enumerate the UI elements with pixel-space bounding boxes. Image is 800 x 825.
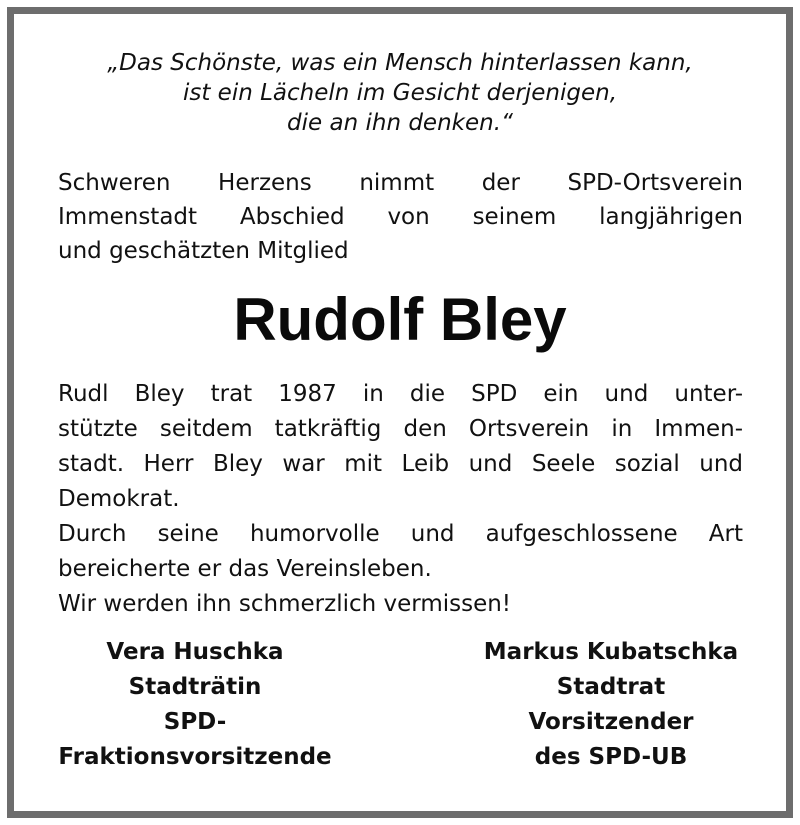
- tribute-line: Rudl Bley trat 1987 in die SPD ein und unter-: [58, 381, 743, 407]
- quote-line: die an ihn denken.“: [287, 110, 513, 136]
- intro-line: Schweren Herzens nimmt der SPD-Ortsverein: [58, 170, 743, 196]
- deceased-name: Rudolf Bley: [233, 286, 567, 353]
- signatory-name: Vera Huschka: [106, 639, 284, 665]
- quote-line: „Das Schönste, was ein Mensch hinterlassen kann,: [107, 50, 693, 76]
- quote-line: ist ein Lächeln im Gesicht derjenigen,: [182, 80, 618, 106]
- signatory-left: [45, 635, 345, 775]
- tribute-line: Demokrat.: [58, 486, 180, 512]
- intro-paragraph: [58, 166, 743, 268]
- intro-line: und geschätzten Mitglied: [58, 238, 349, 264]
- signatory-title: SPD-: [163, 709, 227, 735]
- tribute-line: stadt. Herr Bley war mit Leib und Seele sozial und: [58, 451, 743, 477]
- tribute-line: stützte seitdem tatkräftig den Ortsverein in Immen-: [58, 416, 743, 442]
- tribute-line: Wir werden ihn schmerzlich vermissen!: [58, 591, 512, 617]
- signatory-title: Fraktionsvorsitzende: [58, 744, 332, 770]
- memorial-quote: [0, 48, 800, 138]
- signatory-role: Stadträtin: [128, 674, 262, 700]
- tribute-line: bereicherte er das Vereinsleben.: [58, 556, 432, 582]
- signatory-title: Vorsitzender: [528, 709, 694, 735]
- tribute-paragraph: [58, 377, 743, 622]
- signatory-title: des SPD-UB: [534, 744, 688, 770]
- signatory-name: Markus Kubatschka: [483, 639, 739, 665]
- tribute-line: Durch seine humorvolle und aufgeschlossene Art: [58, 521, 743, 547]
- signatory-role: Stadtrat: [556, 674, 666, 700]
- intro-line: Immenstadt Abschied von seinem langjährigen: [58, 204, 743, 230]
- signatory-right: [461, 635, 761, 775]
